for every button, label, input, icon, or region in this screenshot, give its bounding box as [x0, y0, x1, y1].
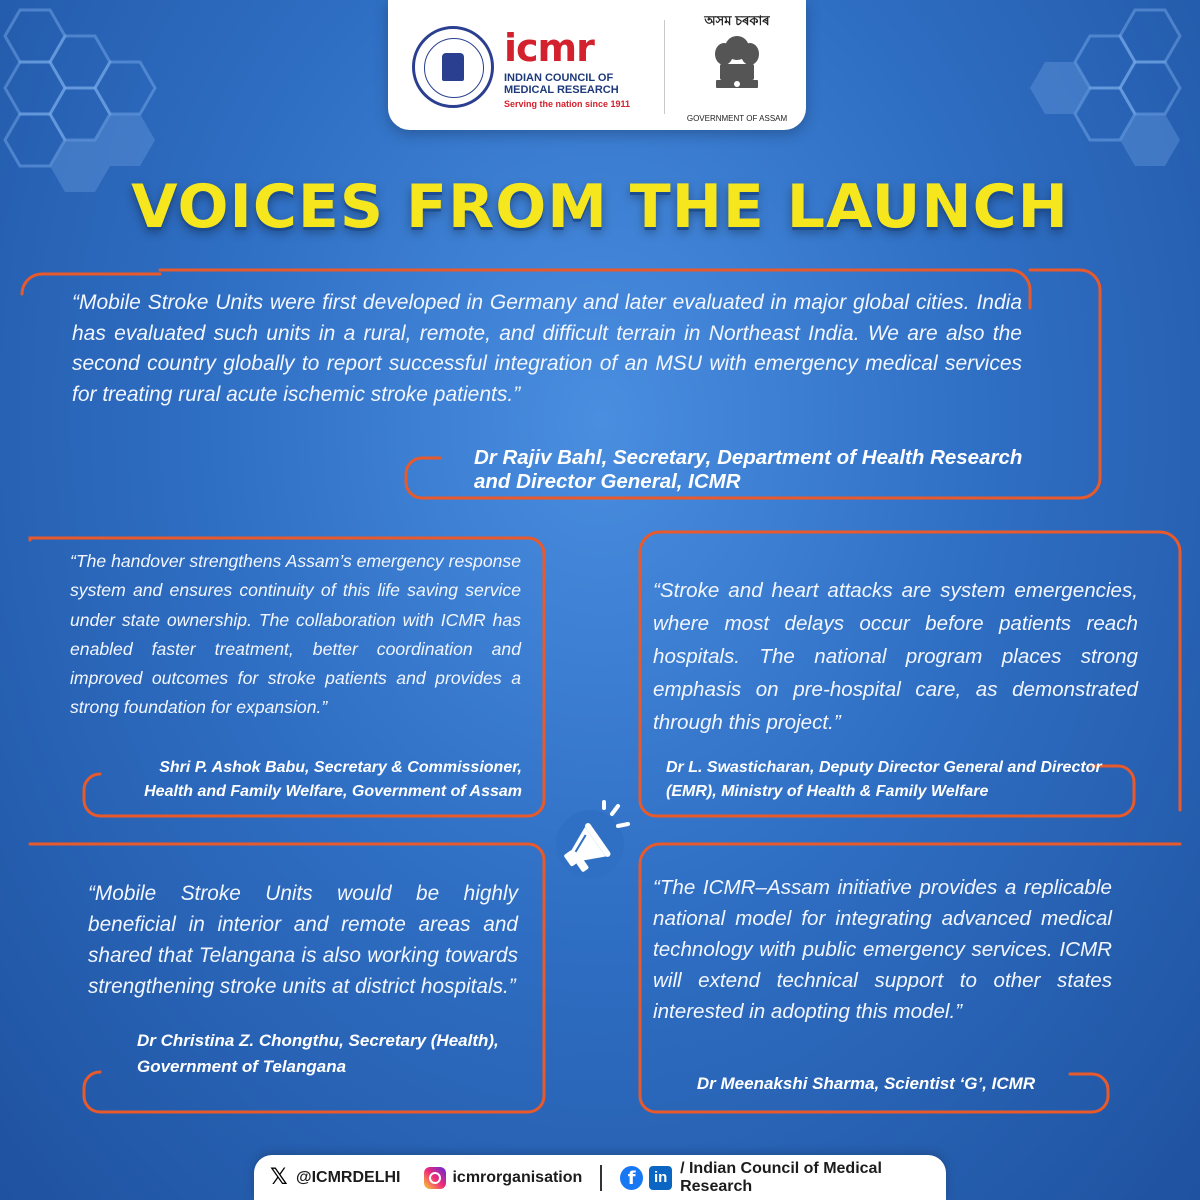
- megaphone-icon: [552, 800, 632, 880]
- assam-script-text: অসম চৰকাৰ: [704, 13, 770, 28]
- assam-government-name: GOVERNMENT OF ASSAM: [686, 114, 788, 123]
- linkedin-icon: in: [649, 1166, 672, 1190]
- quote-speaker-2: Shri P. Ashok Babu, Secretary & Commissioner, Health and Family Welfare, Government of Assam: [144, 759, 522, 800]
- instagram-icon: [424, 1167, 446, 1189]
- instagram-link[interactable]: [400, 1167, 582, 1189]
- footer-divider: [600, 1165, 602, 1191]
- quote-text-1: “Mobile Stroke Units were first developed in Germany and later evaluated in major global cities. India has evaluated such units in a rural, remote, and difficult terrain in Northeast India. We are also the second country globally to report successful integration of an MSU with emergency medical services for treating rural acute ischemic stroke patients.”: [72, 291, 1022, 406]
- page-title: VOICES FROM THE LAUNCH: [131, 172, 1069, 242]
- quote-speaker-4: Dr Christina Z. Chongthu, Secretary (Health), Government of Telangana: [137, 1031, 499, 1076]
- icmr-wordmark: icmr: [504, 26, 594, 70]
- quote-speaker-3: Dr L. Swasticharan, Deputy Director General and Director (EMR), Ministry of Health & Family Welfare: [666, 759, 1102, 800]
- social-footer: [254, 1155, 946, 1200]
- quote-text-4: “Mobile Stroke Units would be highly beneficial in interior and remote areas and shared that Telangana is also working towards strengthening stroke units at district hospitals.”: [88, 882, 518, 998]
- quote-text-3: “Stroke and heart attacks are system emergencies, where most delays occur before patients reach hospitals. The national program places strong emphasis on pre-hospital care, as demonstrated through this project.”: [653, 579, 1138, 734]
- quote-speaker-1: Dr Rajiv Bahl, Secretary, Department of Health Research and Director General, ICMR: [474, 446, 1023, 493]
- quote-speaker-5: Dr Meenakshi Sharma, Scientist ‘G’, ICMR: [696, 1074, 1036, 1093]
- x-handle: @ICMRDELHI: [296, 1168, 401, 1186]
- x-link[interactable]: [270, 1164, 401, 1190]
- quote-text-2: “The handover strengthens Assam’s emergency response system and ensures continuity of this life saving service under state ownership. The collaboration with ICMR has enabled faster treatment, better coordination and improved outcomes for stroke patients and provides a strong foundation for expansion.”: [70, 551, 521, 718]
- instagram-handle: icmrorganisation: [452, 1168, 583, 1186]
- facebook-icon: f: [620, 1166, 643, 1190]
- x-logo-icon: 𝕏: [270, 1164, 288, 1190]
- icmr-tagline: Serving the nation since 1911: [504, 99, 631, 109]
- icmr-full-name: INDIAN COUNCIL OF MEDICAL RESEARCH: [504, 72, 619, 96]
- facebook-linkedin-text: / Indian Council of Medical Research: [680, 1159, 882, 1195]
- facebook-linkedin-link[interactable]: [620, 1160, 946, 1196]
- quote-text-5: “The ICMR–Assam initiative provides a replicable national model for integrating advanced medical technology with public emergency services. ICMR will extend technical support to other states interested in adopting this model.”: [653, 876, 1112, 1023]
